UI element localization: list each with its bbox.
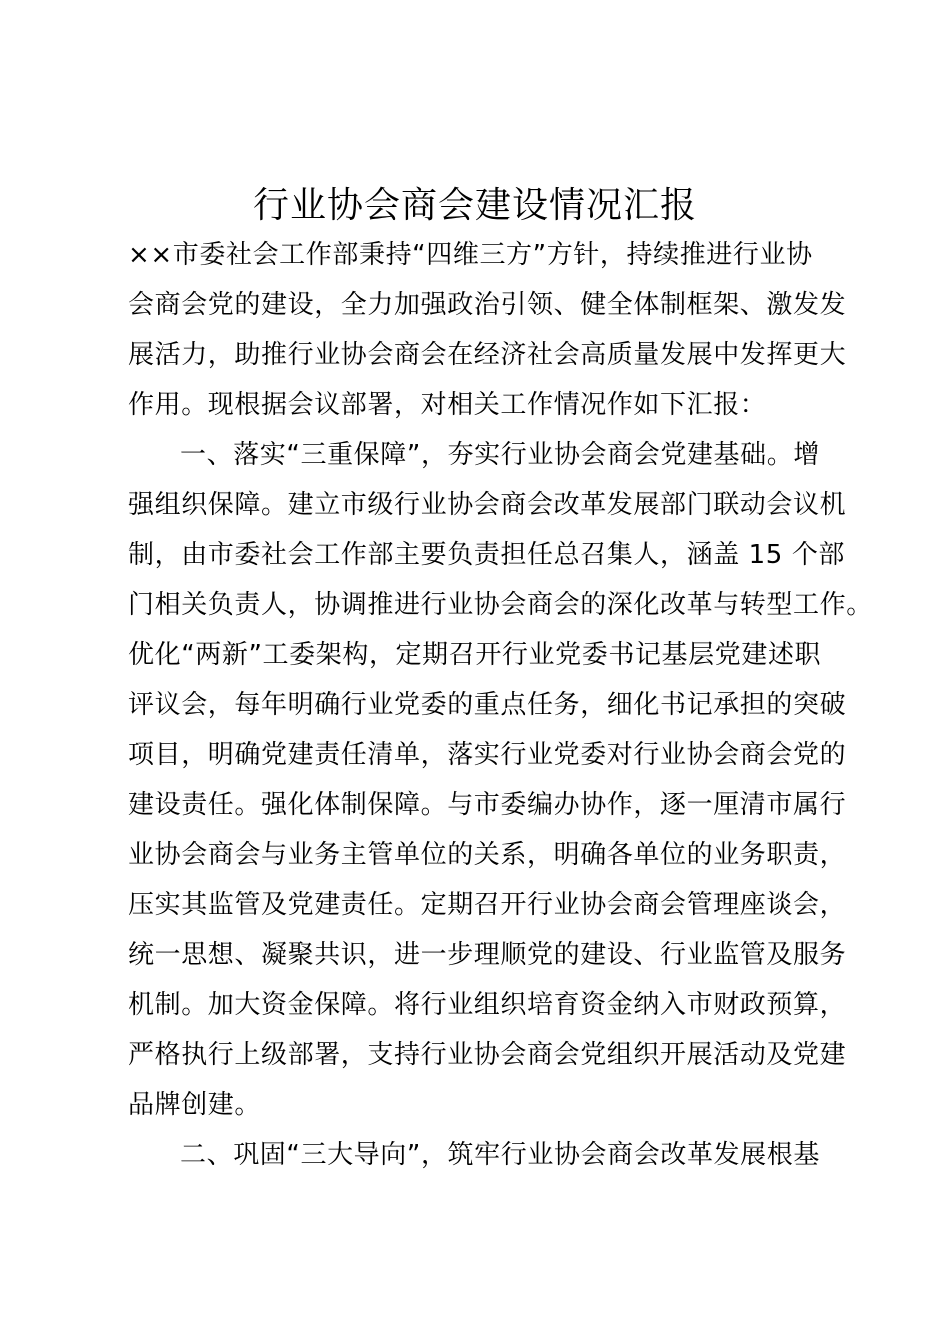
paragraph-line: 作用。现根据会议部署，对相关工作情况作如下汇报：: [128, 390, 767, 420]
paragraph-line: 优化“两新”工委架构，定期召开行业党委书记基层党建述职: [128, 640, 822, 670]
paragraph-line: 门相关负责人，协调推进行业协会商会的深化改革与转型工作。: [128, 590, 873, 620]
paragraph-line: 建设责任。强化体制保障。与市委编办协作，逐一厘清市属行: [128, 790, 847, 820]
document-title: 行业协会商会建设情况汇报: [252, 185, 697, 226]
paragraph-line: 制，由市委社会工作部主要负责担任总召集人，涵盖 15 个部: [128, 540, 846, 570]
paragraph-line: 严格执行上级部署，支持行业协会商会党组织开展活动及党建: [128, 1040, 847, 1070]
paragraph-line: 品牌创建。: [128, 1090, 262, 1120]
paragraph-line: 会商会党的建设，全力加强政治引领、健全体制框架、激发发: [128, 290, 847, 320]
paragraph-line: ××市委社会工作部秉持“四维三方”方针，持续推进行业协: [128, 240, 813, 270]
paragraph-line: 评议会，每年明确行业党委的重点任务，细化书记承担的突破: [128, 690, 847, 720]
section-heading-line: 二、巩固“三大导向”，筑牢行业协会商会改革发展根基: [180, 1140, 820, 1170]
paragraph-line: 统一思想、凝聚共识，进一步理顺党的建设、行业监管及服务: [128, 940, 847, 970]
paragraph-line: 压实其监管及党建责任。定期召开行业协会商会管理座谈会，: [128, 890, 847, 920]
paragraph-line: 项目，明确党建责任清单，落实行业党委对行业协会商会党的: [128, 740, 847, 770]
paragraph-line: 业协会商会与业务主管单位的关系，明确各单位的业务职责，: [128, 840, 847, 870]
paragraph-line: 展活力，助推行业协会商会在经济社会高质量发展中发挥更大: [128, 340, 847, 370]
section-heading-line: 一、落实“三重保障”，夯实行业协会商会党建基础。增: [180, 440, 820, 470]
paragraph-line: 机制。加大资金保障。将行业组织培育资金纳入市财政预算，: [128, 990, 847, 1020]
paragraph-line: 强组织保障。建立市级行业协会商会改革发展部门联动会议机: [128, 490, 847, 520]
